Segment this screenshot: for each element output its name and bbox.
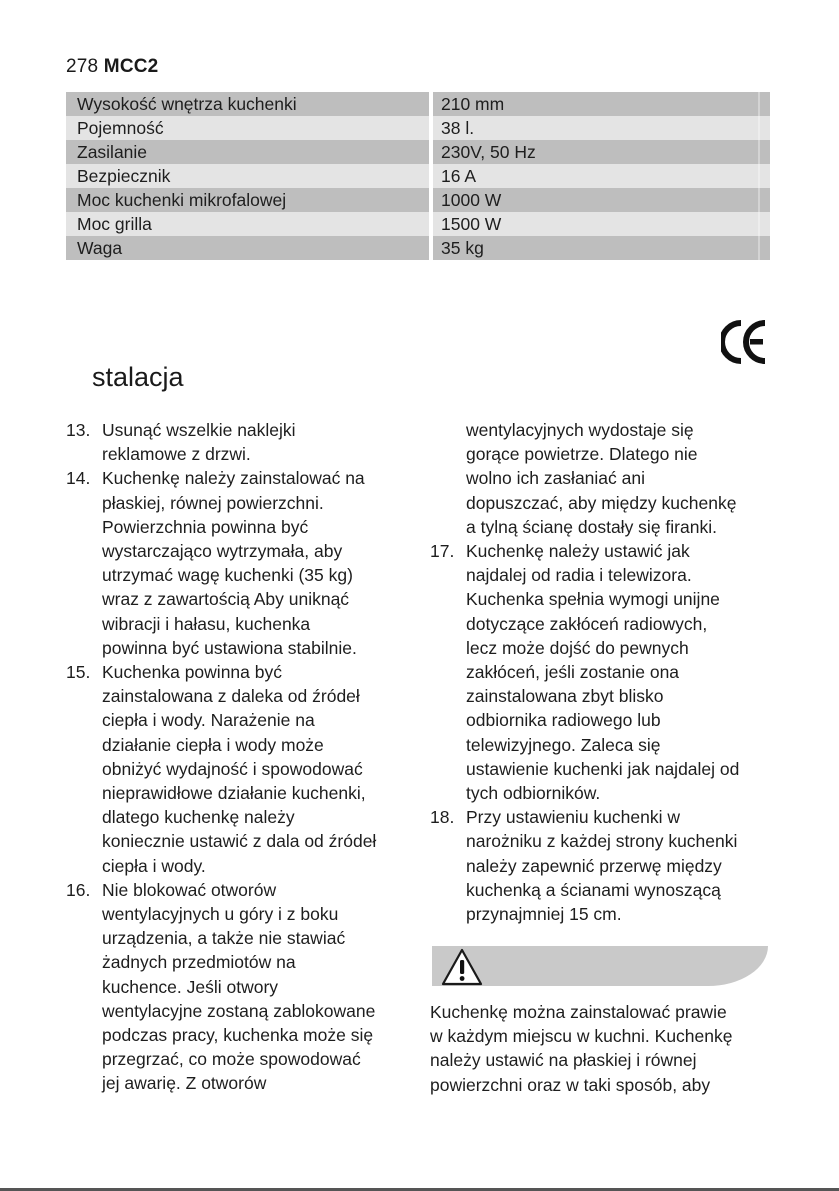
spec-label: Wysokość wnętrza kuchenki xyxy=(66,92,431,116)
spec-table xyxy=(66,92,770,260)
item-line: narożniku z każdej strony kuchenki xyxy=(466,831,738,852)
item-number: 14. xyxy=(66,468,91,489)
item-line: lecz może dojść do pewnych xyxy=(466,637,689,658)
item-line: tych odbiorników. xyxy=(466,783,601,804)
item-line: dlatego kuchenkę należy xyxy=(102,807,295,828)
list-item xyxy=(66,466,416,660)
list-item xyxy=(430,539,775,805)
item-line: wentylacyjne zostaną zablokowane xyxy=(102,1000,376,1021)
ce-mark-icon xyxy=(721,320,769,364)
item-line: kuchence. Jeśli otwory xyxy=(102,976,279,997)
item-line: utrzymać wagę kuchenki (35 kg) xyxy=(102,565,353,586)
spec-value: 210 mm xyxy=(431,92,770,116)
spec-value: 35 kg xyxy=(431,236,770,260)
spec-label: Bezpiecznik xyxy=(66,164,431,188)
item-number: 17. xyxy=(430,541,455,562)
item-line: Powierzchnia powinna być xyxy=(102,516,309,537)
item-line: gorące powietrze. Dlatego nie xyxy=(466,444,698,465)
table-row xyxy=(66,164,770,188)
item-line: telewizyjnego. Zaleca się xyxy=(466,734,661,755)
spec-value: 1000 W xyxy=(431,188,770,212)
item-line: wolno ich zasłaniać ani xyxy=(466,468,645,489)
warning-line: Kuchenkę można zainstalować prawie xyxy=(430,1002,727,1022)
item-line: ciepła i wody. Narażenie na xyxy=(102,710,315,731)
item-line: dotyczące zakłóceń radiowych, xyxy=(466,613,708,634)
list-item xyxy=(66,660,416,878)
item-line: zainstalowana z daleka od źródeł xyxy=(102,686,360,707)
item-line: powinna być ustawiona stabilnie. xyxy=(102,637,357,658)
warning-text xyxy=(430,1000,775,1097)
item-line: podczas pracy, kuchenka może się xyxy=(102,1025,374,1046)
table-row xyxy=(66,116,770,140)
model-name: MCC2 xyxy=(103,56,159,77)
instructions-right-column xyxy=(430,418,775,926)
item-line: koniecznie ustawić z dala od źródeł xyxy=(102,831,377,852)
item-line: ciepła i wody. xyxy=(102,855,206,876)
list-item xyxy=(66,878,416,1096)
item-line: reklamowe z drzwi. xyxy=(102,444,251,465)
item-line: urządzenia, a także nie stawiać xyxy=(102,928,346,949)
item-line: Kuchenkę należy ustawić jak xyxy=(466,541,690,562)
item-line: wentylacyjnych u góry i z boku xyxy=(102,904,339,925)
item-line: płaskiej, równej powierzchni. xyxy=(102,492,324,513)
warning-triangle-icon xyxy=(440,947,484,987)
list-item xyxy=(66,418,416,466)
item-line: wraz z zawartością Aby uniknąć xyxy=(102,589,350,610)
page-number: 278 xyxy=(66,56,99,77)
item-line: przegrzać, co może spowodować xyxy=(102,1049,361,1070)
spec-value: 230V, 50 Hz xyxy=(431,140,770,164)
item-line: Usunąć wszelkie naklejki xyxy=(102,420,296,440)
spec-value: 1500 W xyxy=(431,212,770,236)
item-line: dopuszczać, aby między kuchenkę xyxy=(466,492,737,513)
item-line: Nie blokować otworów xyxy=(102,879,277,900)
item-line: Kuchenkę należy zainstalować na xyxy=(102,468,365,489)
spec-label: Moc grilla xyxy=(66,212,431,236)
item-line: najdalej od radia i telewizora. xyxy=(466,565,692,586)
item-line: odbiornika radiowego lub xyxy=(466,710,661,731)
item-line: nieprawidłowe działanie kuchenki, xyxy=(102,783,366,804)
item-line: wentylacyjnych wydostaje się xyxy=(466,420,694,440)
warning-banner xyxy=(432,946,768,986)
item-number: 18. xyxy=(430,807,455,828)
item-line: ustawienie kuchenki jak najdalej od xyxy=(466,758,740,779)
warning-line: należy ustawić na płaskiej i równej xyxy=(430,1050,697,1071)
item-line: obniżyć wydajność i spowodować xyxy=(102,758,363,779)
item-line: Kuchenka spełnia wymogi unijne xyxy=(466,589,720,610)
item-line: działanie ciepła i wody może xyxy=(102,734,324,755)
spec-value: 38 l. xyxy=(431,116,770,140)
item-line: żadnych przedmiotów na xyxy=(102,952,296,973)
item-line: kuchenką a ścianami wynoszącą xyxy=(466,879,721,900)
item-number: 15. xyxy=(66,662,91,683)
item-line: zainstalowana zbyt blisko xyxy=(466,686,664,707)
spec-label: Moc kuchenki mikrofalowej xyxy=(66,188,431,212)
spec-value: 16 A xyxy=(431,164,770,188)
table-row xyxy=(66,140,770,164)
item-number: 13. xyxy=(66,420,91,440)
warning-line: w każdym miejscu w kuchni. Kuchenkę xyxy=(430,1026,733,1047)
item-line: należy zapewnić przerwę między xyxy=(466,855,722,876)
item-line: a tylną ścianę dostały się firanki. xyxy=(466,516,717,537)
item-line: przynajmniej 15 cm. xyxy=(466,904,622,925)
table-row xyxy=(66,236,770,260)
item-line: zakłóceń, jeśli zostanie ona xyxy=(466,662,680,683)
page-header xyxy=(66,56,158,78)
item-number: 16. xyxy=(66,879,91,900)
item-line: Przy ustawieniu kuchenki w xyxy=(466,807,680,828)
spec-label: Zasilanie xyxy=(66,140,431,164)
item-line: jej awarię. Z otworów xyxy=(102,1073,267,1094)
spec-label: Pojemność xyxy=(66,116,431,140)
list-item xyxy=(430,805,775,926)
spec-label: Waga xyxy=(66,236,431,260)
item-line: wystarczająco wytrzymała, aby xyxy=(102,541,343,562)
table-row xyxy=(66,212,770,236)
instructions-left-column xyxy=(66,418,416,1096)
item-line: wibracji i hałasu, kuchenka xyxy=(102,613,311,634)
warning-line: powierzchni oraz w taki sposób, aby xyxy=(430,1074,711,1095)
table-row xyxy=(66,188,770,212)
table-row xyxy=(66,92,770,116)
section-title: stalacja xyxy=(92,362,184,392)
item-16-continuation xyxy=(430,418,775,539)
item-line: Kuchenka powinna być xyxy=(102,662,282,683)
